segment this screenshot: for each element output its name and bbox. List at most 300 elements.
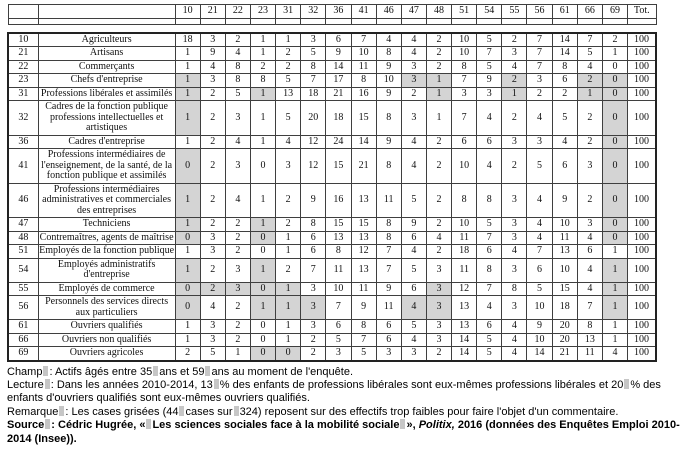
- value-cell-21-10: 1: [175, 47, 200, 61]
- value-cell-54-48: 3: [426, 258, 451, 282]
- value-cell-36-69: 0: [602, 135, 627, 149]
- total-cell: 100: [628, 258, 656, 282]
- value-cell-48-61: 11: [552, 231, 577, 245]
- value-cell-56-51: 13: [452, 296, 477, 320]
- value-cell-54-36: 11: [326, 258, 351, 282]
- value-cell-69-61: 21: [552, 347, 577, 361]
- value-cell-55-32: 3: [301, 282, 326, 296]
- value-cell-32-10: 1: [175, 101, 200, 136]
- gap-cell: [502, 24, 527, 33]
- value-cell-10-31: 1: [276, 33, 301, 47]
- gap-cell: [326, 24, 351, 33]
- value-cell-61-47: 5: [401, 320, 426, 334]
- row-code: 41: [8, 149, 38, 184]
- gap-cell: [38, 24, 175, 33]
- value-cell-47-48: 2: [426, 218, 451, 232]
- value-cell-10-23: 1: [250, 33, 275, 47]
- nbsp-marker: [214, 379, 219, 389]
- value-cell-10-55: 2: [502, 33, 527, 47]
- value-cell-47-56: 4: [527, 218, 552, 232]
- gap-cell: [401, 24, 426, 33]
- table-row-54: [8, 258, 656, 282]
- value-cell-41-36: 15: [326, 149, 351, 184]
- table-row-61: [8, 320, 656, 334]
- value-cell-46-55: 3: [502, 183, 527, 218]
- value-cell-66-54: 5: [477, 333, 502, 347]
- value-cell-21-22: 4: [225, 47, 250, 61]
- value-cell-48-32: 6: [301, 231, 326, 245]
- row-label: Commerçants: [38, 60, 175, 74]
- value-cell-51-22: 2: [225, 245, 250, 259]
- value-cell-55-21: 2: [200, 282, 225, 296]
- value-cell-10-66: 7: [577, 33, 602, 47]
- value-cell-10-48: 2: [426, 33, 451, 47]
- value-cell-41-32: 12: [301, 149, 326, 184]
- gap-cell: [8, 24, 38, 33]
- value-cell-54-54: 8: [477, 258, 502, 282]
- row-code: 55: [8, 282, 38, 296]
- value-cell-22-46: 9: [376, 60, 401, 74]
- value-cell-48-48: 4: [426, 231, 451, 245]
- table-row-23: [8, 74, 656, 88]
- value-cell-31-32: 18: [301, 87, 326, 101]
- value-cell-36-32: 12: [301, 135, 326, 149]
- value-cell-66-48: 3: [426, 333, 451, 347]
- value-cell-46-32: 9: [301, 183, 326, 218]
- value-cell-32-66: 2: [577, 101, 602, 136]
- value-cell-23-66: 2: [577, 74, 602, 88]
- value-cell-47-10: 1: [175, 218, 200, 232]
- value-cell-32-31: 5: [276, 101, 301, 136]
- value-cell-47-55: 3: [502, 218, 527, 232]
- value-cell-31-31: 13: [276, 87, 301, 101]
- value-cell-66-36: 5: [326, 333, 351, 347]
- value-cell-46-56: 4: [527, 183, 552, 218]
- value-cell-22-51: 8: [452, 60, 477, 74]
- row-label: Professions intermédiaires de l'enseignement, de la santé, de la fonction publique et assimilés: [38, 149, 175, 184]
- row-label: Cadres d'entreprise: [38, 135, 175, 149]
- row-label: Artisans: [38, 47, 175, 61]
- value-cell-51-31: 1: [276, 245, 301, 259]
- value-cell-10-22: 2: [225, 33, 250, 47]
- total-cell: 100: [628, 33, 656, 47]
- value-cell-31-51: 3: [452, 87, 477, 101]
- value-cell-46-31: 2: [276, 183, 301, 218]
- row-code: 32: [8, 101, 38, 136]
- value-cell-41-10: 0: [175, 149, 200, 184]
- value-cell-21-41: 10: [351, 47, 376, 61]
- value-cell-36-21: 2: [200, 135, 225, 149]
- value-cell-10-36: 6: [326, 33, 351, 47]
- value-cell-21-32: 5: [301, 47, 326, 61]
- col-header-32: 32: [301, 5, 326, 19]
- value-cell-36-31: 4: [276, 135, 301, 149]
- column-header-row: [8, 5, 656, 19]
- value-cell-54-69: 1: [602, 258, 627, 282]
- value-cell-61-22: 2: [225, 320, 250, 334]
- value-cell-32-69: 0: [602, 101, 627, 136]
- row-code: 36: [8, 135, 38, 149]
- value-cell-47-51: 10: [452, 218, 477, 232]
- value-cell-36-48: 2: [426, 135, 451, 149]
- value-cell-22-47: 3: [401, 60, 426, 74]
- row-code: 46: [8, 183, 38, 218]
- value-cell-55-61: 15: [552, 282, 577, 296]
- total-cell: 100: [628, 135, 656, 149]
- value-cell-23-48: 1: [426, 74, 451, 88]
- nbsp-marker: [45, 419, 50, 429]
- value-cell-46-36: 16: [326, 183, 351, 218]
- table-row-22: [8, 60, 656, 74]
- value-cell-47-66: 3: [577, 218, 602, 232]
- col-header-46: 46: [376, 5, 401, 19]
- value-cell-51-56: 7: [527, 245, 552, 259]
- row-label: Agriculteurs: [38, 33, 175, 47]
- value-cell-21-56: 7: [527, 47, 552, 61]
- value-cell-66-55: 4: [502, 333, 527, 347]
- value-cell-51-66: 6: [577, 245, 602, 259]
- col-header-69: 69: [602, 5, 627, 19]
- value-cell-66-46: 6: [376, 333, 401, 347]
- value-cell-32-47: 3: [401, 101, 426, 136]
- value-cell-41-54: 4: [477, 149, 502, 184]
- value-cell-31-21: 2: [200, 87, 225, 101]
- value-cell-48-36: 13: [326, 231, 351, 245]
- value-cell-48-10: 0: [175, 231, 200, 245]
- value-cell-56-55: 3: [502, 296, 527, 320]
- value-cell-56-31: 1: [276, 296, 301, 320]
- value-cell-61-66: 8: [577, 320, 602, 334]
- table-row-21: [8, 47, 656, 61]
- value-cell-66-23: 0: [250, 333, 275, 347]
- value-cell-54-23: 1: [250, 258, 275, 282]
- row-code: 69: [8, 347, 38, 361]
- value-cell-23-21: 3: [200, 74, 225, 88]
- value-cell-66-41: 7: [351, 333, 376, 347]
- value-cell-69-46: 3: [376, 347, 401, 361]
- value-cell-51-69: 1: [602, 245, 627, 259]
- value-cell-10-56: 7: [527, 33, 552, 47]
- value-cell-56-32: 3: [301, 296, 326, 320]
- total-cell: 100: [628, 183, 656, 218]
- nbsp-marker: [624, 379, 629, 389]
- value-cell-47-36: 15: [326, 218, 351, 232]
- value-cell-36-23: 1: [250, 135, 275, 149]
- value-cell-66-56: 10: [527, 333, 552, 347]
- value-cell-10-41: 7: [351, 33, 376, 47]
- nbsp-marker: [179, 406, 184, 416]
- col-header-21: 21: [200, 5, 225, 19]
- value-cell-66-21: 3: [200, 333, 225, 347]
- value-cell-55-31: 1: [276, 282, 301, 296]
- value-cell-66-10: 1: [175, 333, 200, 347]
- nbsp-marker: [43, 366, 48, 376]
- table-row-46: [8, 183, 656, 218]
- value-cell-36-61: 4: [552, 135, 577, 149]
- value-cell-22-66: 4: [577, 60, 602, 74]
- value-cell-48-51: 11: [452, 231, 477, 245]
- total-cell: 100: [628, 347, 656, 361]
- value-cell-36-56: 3: [527, 135, 552, 149]
- table-row-51: [8, 245, 656, 259]
- value-cell-51-10: 1: [175, 245, 200, 259]
- value-cell-69-32: 2: [301, 347, 326, 361]
- value-cell-22-32: 8: [301, 60, 326, 74]
- nbsp-marker: [59, 406, 64, 416]
- value-cell-51-51: 18: [452, 245, 477, 259]
- total-cell: 100: [628, 282, 656, 296]
- value-cell-54-10: 1: [175, 258, 200, 282]
- value-cell-55-22: 3: [225, 282, 250, 296]
- value-cell-31-10: 1: [175, 87, 200, 101]
- value-cell-21-48: 2: [426, 47, 451, 61]
- value-cell-69-41: 5: [351, 347, 376, 361]
- value-cell-23-61: 6: [552, 74, 577, 88]
- value-cell-56-46: 11: [376, 296, 401, 320]
- nbsp-marker: [205, 366, 210, 376]
- total-cell: 100: [628, 87, 656, 101]
- value-cell-48-69: 0: [602, 231, 627, 245]
- value-cell-69-47: 3: [401, 347, 426, 361]
- value-cell-10-69: 2: [602, 33, 627, 47]
- value-cell-10-46: 4: [376, 33, 401, 47]
- value-cell-46-41: 13: [351, 183, 376, 218]
- value-cell-22-36: 14: [326, 60, 351, 74]
- value-cell-32-54: 4: [477, 101, 502, 136]
- value-cell-23-46: 10: [376, 74, 401, 88]
- value-cell-61-23: 0: [250, 320, 275, 334]
- value-cell-36-46: 9: [376, 135, 401, 149]
- row-code: 47: [8, 218, 38, 232]
- value-cell-54-46: 7: [376, 258, 401, 282]
- value-cell-48-46: 8: [376, 231, 401, 245]
- value-cell-41-21: 2: [200, 149, 225, 184]
- value-cell-61-54: 6: [477, 320, 502, 334]
- row-code: 31: [8, 87, 38, 101]
- value-cell-47-23: 1: [250, 218, 275, 232]
- value-cell-55-48: 3: [426, 282, 451, 296]
- table-row-55: [8, 282, 656, 296]
- value-cell-46-54: 8: [477, 183, 502, 218]
- col-header-66: 66: [577, 5, 602, 19]
- value-cell-56-56: 10: [527, 296, 552, 320]
- value-cell-10-51: 10: [452, 33, 477, 47]
- champ-note: Champ : Actifs âgés entre 35 ans et 59 ans au moment de l'enquête.: [7, 365, 353, 378]
- value-cell-61-51: 13: [452, 320, 477, 334]
- table-row-47: [8, 218, 656, 232]
- value-cell-32-61: 5: [552, 101, 577, 136]
- value-cell-23-54: 9: [477, 74, 502, 88]
- value-cell-69-23: 0: [250, 347, 275, 361]
- row-label: Ouvriers qualifiés: [38, 320, 175, 334]
- row-label: Cadres de la fonction publique professions intellectuelles et artistiques: [38, 101, 175, 136]
- value-cell-56-54: 4: [477, 296, 502, 320]
- value-cell-21-61: 14: [552, 47, 577, 61]
- value-cell-55-51: 12: [452, 282, 477, 296]
- value-cell-55-54: 7: [477, 282, 502, 296]
- value-cell-51-48: 2: [426, 245, 451, 259]
- value-cell-66-22: 2: [225, 333, 250, 347]
- value-cell-22-61: 8: [552, 60, 577, 74]
- value-cell-23-69: 0: [602, 74, 627, 88]
- value-cell-69-10: 2: [175, 347, 200, 361]
- value-cell-54-66: 4: [577, 258, 602, 282]
- row-code: 21: [8, 47, 38, 61]
- value-cell-32-46: 8: [376, 101, 401, 136]
- row-label: Contremaîtres, agents de maîtrise: [39, 231, 174, 243]
- value-cell-23-47: 3: [401, 74, 426, 88]
- total-cell: 100: [628, 101, 656, 136]
- gap-cell: [250, 24, 275, 33]
- value-cell-31-48: 1: [426, 87, 451, 101]
- value-cell-36-51: 6: [452, 135, 477, 149]
- value-cell-54-41: 13: [351, 258, 376, 282]
- value-cell-47-41: 15: [351, 218, 376, 232]
- table-row-48: [8, 231, 656, 245]
- row-code: 23: [8, 74, 38, 88]
- value-cell-46-48: 2: [426, 183, 451, 218]
- value-cell-10-61: 14: [552, 33, 577, 47]
- col-header-31: 31: [276, 5, 301, 19]
- col-header-61: 61: [552, 5, 577, 19]
- col-header-55: 55: [502, 5, 527, 19]
- value-cell-31-69: 0: [602, 87, 627, 101]
- row-code: 48: [8, 231, 38, 245]
- remarque-note: Remarque : Les cases grisées (44 cases sur 324) reposent sur des effectifs trop faibles pour faire l'objet d'un commentaire.: [7, 405, 619, 418]
- value-cell-46-66: 2: [577, 183, 602, 218]
- value-cell-69-22: 1: [225, 347, 250, 361]
- value-cell-61-55: 4: [502, 320, 527, 334]
- value-cell-31-22: 5: [225, 87, 250, 101]
- value-cell-55-41: 11: [351, 282, 376, 296]
- value-cell-21-51: 10: [452, 47, 477, 61]
- value-cell-32-48: 1: [426, 101, 451, 136]
- col-header-56: 56: [527, 5, 552, 19]
- value-cell-54-32: 7: [301, 258, 326, 282]
- value-cell-46-21: 2: [200, 183, 225, 218]
- value-cell-69-69: 4: [602, 347, 627, 361]
- value-cell-23-56: 3: [527, 74, 552, 88]
- value-cell-55-36: 10: [326, 282, 351, 296]
- value-cell-51-41: 12: [351, 245, 376, 259]
- value-cell-36-54: 6: [477, 135, 502, 149]
- value-cell-66-31: 1: [276, 333, 301, 347]
- gap-cell: [225, 24, 250, 33]
- gap-cell: [577, 24, 602, 33]
- value-cell-32-32: 20: [301, 101, 326, 136]
- value-cell-69-55: 4: [502, 347, 527, 361]
- value-cell-54-22: 3: [225, 258, 250, 282]
- value-cell-54-55: 3: [502, 258, 527, 282]
- row-label: Professions intermédiaires administratives et commerciales des entreprises: [38, 183, 175, 218]
- value-cell-46-61: 9: [552, 183, 577, 218]
- col-header-22: 22: [225, 5, 250, 19]
- value-cell-56-23: 1: [250, 296, 275, 320]
- value-cell-55-55: 8: [502, 282, 527, 296]
- value-cell-69-51: 14: [452, 347, 477, 361]
- row-label: Employés de la fonction publique: [39, 245, 175, 256]
- value-cell-69-54: 5: [477, 347, 502, 361]
- value-cell-51-32: 6: [301, 245, 326, 259]
- nbsp-marker: [234, 406, 239, 416]
- source-text-after: 2016 (données des Enquêtes Emploi 2010-2014 (Insee)).: [7, 419, 680, 445]
- value-cell-54-31: 2: [276, 258, 301, 282]
- value-cell-21-46: 8: [376, 47, 401, 61]
- col-header-48: 48: [426, 5, 451, 19]
- value-cell-32-22: 3: [225, 101, 250, 136]
- value-cell-41-56: 5: [527, 149, 552, 184]
- gap-cell: [200, 24, 225, 33]
- value-cell-31-54: 3: [477, 87, 502, 101]
- value-cell-56-21: 4: [200, 296, 225, 320]
- value-cell-61-46: 6: [376, 320, 401, 334]
- row-code: 56: [8, 296, 38, 320]
- nbsp-marker: [146, 419, 151, 429]
- value-cell-69-21: 5: [200, 347, 225, 361]
- value-cell-47-54: 5: [477, 218, 502, 232]
- row-code: 10: [8, 33, 38, 47]
- gap-cell: [552, 24, 577, 33]
- total-cell: 100: [628, 333, 656, 347]
- value-cell-61-21: 3: [200, 320, 225, 334]
- value-cell-10-32: 3: [301, 33, 326, 47]
- value-cell-48-41: 13: [351, 231, 376, 245]
- value-cell-23-23: 8: [250, 74, 275, 88]
- value-cell-61-10: 1: [175, 320, 200, 334]
- total-cell: 100: [628, 47, 656, 61]
- value-cell-21-54: 7: [477, 47, 502, 61]
- value-cell-22-48: 2: [426, 60, 451, 74]
- gap-cell: [452, 24, 477, 33]
- value-cell-23-55: 2: [502, 74, 527, 88]
- value-cell-66-61: 20: [552, 333, 577, 347]
- value-cell-47-21: 2: [200, 218, 225, 232]
- value-cell-51-23: 0: [250, 245, 275, 259]
- value-cell-36-41: 14: [351, 135, 376, 149]
- value-cell-48-23: 0: [250, 231, 275, 245]
- value-cell-46-46: 11: [376, 183, 401, 218]
- value-cell-48-47: 6: [401, 231, 426, 245]
- total-cell: 100: [628, 74, 656, 88]
- value-cell-41-46: 8: [376, 149, 401, 184]
- value-cell-55-10: 0: [175, 282, 200, 296]
- value-cell-48-66: 4: [577, 231, 602, 245]
- row-label: Personnels des services directs aux particuliers: [38, 296, 175, 320]
- value-cell-61-56: 9: [527, 320, 552, 334]
- row-label: Ouvriers agricoles: [38, 347, 175, 361]
- value-cell-22-22: 8: [225, 60, 250, 74]
- gap-cell: [527, 24, 552, 33]
- total-cell: 100: [628, 320, 656, 334]
- table-row-41: [8, 149, 656, 184]
- value-cell-46-69: 0: [602, 183, 627, 218]
- value-cell-31-46: 9: [376, 87, 401, 101]
- value-cell-47-32: 8: [301, 218, 326, 232]
- value-cell-41-47: 4: [401, 149, 426, 184]
- header-blank-code: [8, 5, 38, 19]
- value-cell-56-66: 7: [577, 296, 602, 320]
- table-row-56: [8, 296, 656, 320]
- col-header-total: Tot.: [628, 5, 656, 19]
- value-cell-55-69: 1: [602, 282, 627, 296]
- value-cell-10-47: 4: [401, 33, 426, 47]
- value-cell-23-36: 17: [326, 74, 351, 88]
- value-cell-31-66: 1: [577, 87, 602, 101]
- header-gap-row: [8, 24, 656, 33]
- mobility-table: [7, 4, 657, 362]
- value-cell-41-66: 3: [577, 149, 602, 184]
- value-cell-55-66: 4: [577, 282, 602, 296]
